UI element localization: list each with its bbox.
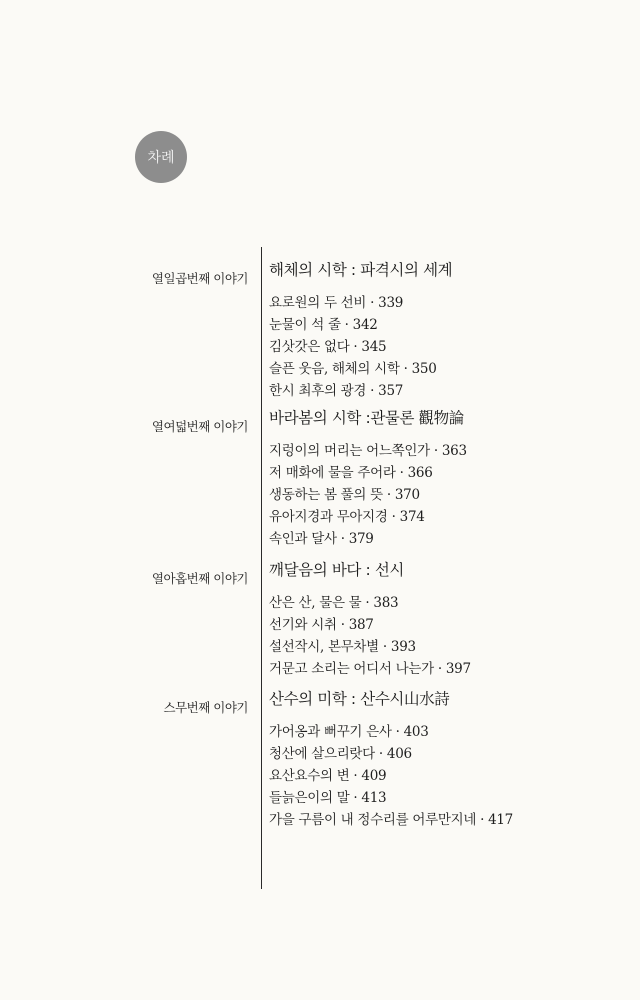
- entry-text: 생동하는 봄 풀의 뜻: [269, 487, 383, 503]
- entry-text: 설선작시, 본무차별: [269, 639, 379, 655]
- section-title: 깨달음의 바다 : 선시: [269, 561, 404, 579]
- entry-page: 403: [403, 724, 429, 740]
- entry-page: 413: [361, 790, 387, 806]
- toc-entry: 청산에 살으리랏다 · 406: [269, 746, 412, 762]
- entry-text: 눈물이 석 줄: [269, 317, 341, 333]
- entry-list: [269, 721, 513, 831]
- entry-text: 선기와 시취: [269, 617, 337, 633]
- toc-entry: 김삿갓은 없다 · 345: [269, 339, 387, 355]
- toc-entry: 유아지경과 무아지경 · 374: [269, 509, 425, 525]
- toc-entry: 가어옹과 뻐꾸기 은사 · 403: [269, 724, 429, 740]
- entry-text: 청산에 살으리랏다: [269, 746, 375, 762]
- toc-entry: 들늙은이의 말 · 413: [269, 790, 387, 806]
- entry-text: 속인과 달사: [269, 531, 337, 547]
- entry-page: 339: [378, 295, 404, 311]
- entry-text: 김삿갓은 없다: [269, 339, 350, 355]
- toc-entry: 속인과 달사 · 379: [269, 531, 374, 547]
- entry-page: 345: [361, 339, 387, 355]
- entry-page: 366: [407, 465, 433, 481]
- toc-entry: 눈물이 석 줄 · 342: [269, 317, 378, 333]
- entry-page: 409: [361, 768, 387, 784]
- toc-badge: 차례: [135, 131, 187, 183]
- entry-list: [269, 592, 471, 680]
- entry-text: 지렁이의 머리는 어느쪽인가: [269, 443, 430, 459]
- toc-entry: 저 매화에 물을 주어라 · 366: [269, 465, 433, 481]
- toc-entry: 슬픈 웃음, 해체의 시학 · 350: [269, 361, 437, 377]
- entry-text: 거문고 소리는 어디서 나는가: [269, 661, 434, 677]
- toc-entry: 지렁이의 머리는 어느쪽인가 · 363: [269, 443, 467, 459]
- section-title: 해체의 시학 : 파격시의 세계: [269, 261, 453, 279]
- toc-entry: 가을 구름이 내 정수리를 어루만지네 · 417: [269, 812, 513, 828]
- entry-text: 가어옹과 뻐꾸기 은사: [269, 724, 392, 740]
- entry-text: 산은 산, 물은 물: [269, 595, 362, 611]
- entry-text: 요산요수의 변: [269, 768, 350, 784]
- toc-entry: 거문고 소리는 어디서 나는가 · 397: [269, 661, 471, 677]
- toc-entry: 요로원의 두 선비 · 339: [269, 295, 404, 311]
- section-title: 바라봄의 시학 :관물론 觀物論: [269, 409, 464, 427]
- entry-text: 한시 최후의 광경: [269, 383, 367, 399]
- toc-entry: 선기와 시취 · 387: [269, 617, 374, 633]
- entry-text: 들늙은이의 말: [269, 790, 350, 806]
- entry-page: 383: [373, 595, 399, 611]
- section-title: 산수의 미학 : 산수시山水詩: [269, 690, 450, 708]
- entry-page: 387: [348, 617, 374, 633]
- entry-page: 350: [411, 361, 437, 377]
- entry-page: 393: [390, 639, 416, 655]
- entry-text: 요로원의 두 선비: [269, 295, 367, 311]
- entry-page: 357: [378, 383, 404, 399]
- section-label: 열아홉번째 이야기: [151, 571, 248, 586]
- entry-page: 363: [441, 443, 467, 459]
- entry-page: 417: [488, 812, 513, 828]
- entry-text: 저 매화에 물을 주어라: [269, 465, 396, 481]
- entry-page: 374: [399, 509, 425, 525]
- section-label: 스무번째 이야기: [163, 700, 248, 715]
- toc-entry: 생동하는 봄 풀의 뜻 · 370: [269, 487, 420, 503]
- vertical-divider: [261, 247, 262, 889]
- entry-page: 379: [348, 531, 374, 547]
- entry-page: 406: [386, 746, 412, 762]
- toc-entry: 한시 최후의 광경 · 357: [269, 383, 404, 399]
- entry-text: 가을 구름이 내 정수리를 어루만지네: [269, 812, 477, 828]
- entry-text: 슬픈 웃음, 해체의 시학: [269, 361, 400, 377]
- entry-page: 342: [352, 317, 378, 333]
- toc-entry: 산은 산, 물은 물 · 383: [269, 595, 399, 611]
- entry-list: [269, 440, 467, 550]
- toc-entry: 요산요수의 변 · 409: [269, 768, 387, 784]
- toc-entry: 설선작시, 본무차별 · 393: [269, 639, 416, 655]
- section-label: 열일곱번째 이야기: [151, 271, 248, 286]
- entry-text: 유아지경과 무아지경: [269, 509, 388, 525]
- section-label: 열여덟번째 이야기: [151, 419, 248, 434]
- entry-page: 370: [394, 487, 420, 503]
- entry-list: [269, 292, 437, 402]
- entry-page: 397: [445, 661, 471, 677]
